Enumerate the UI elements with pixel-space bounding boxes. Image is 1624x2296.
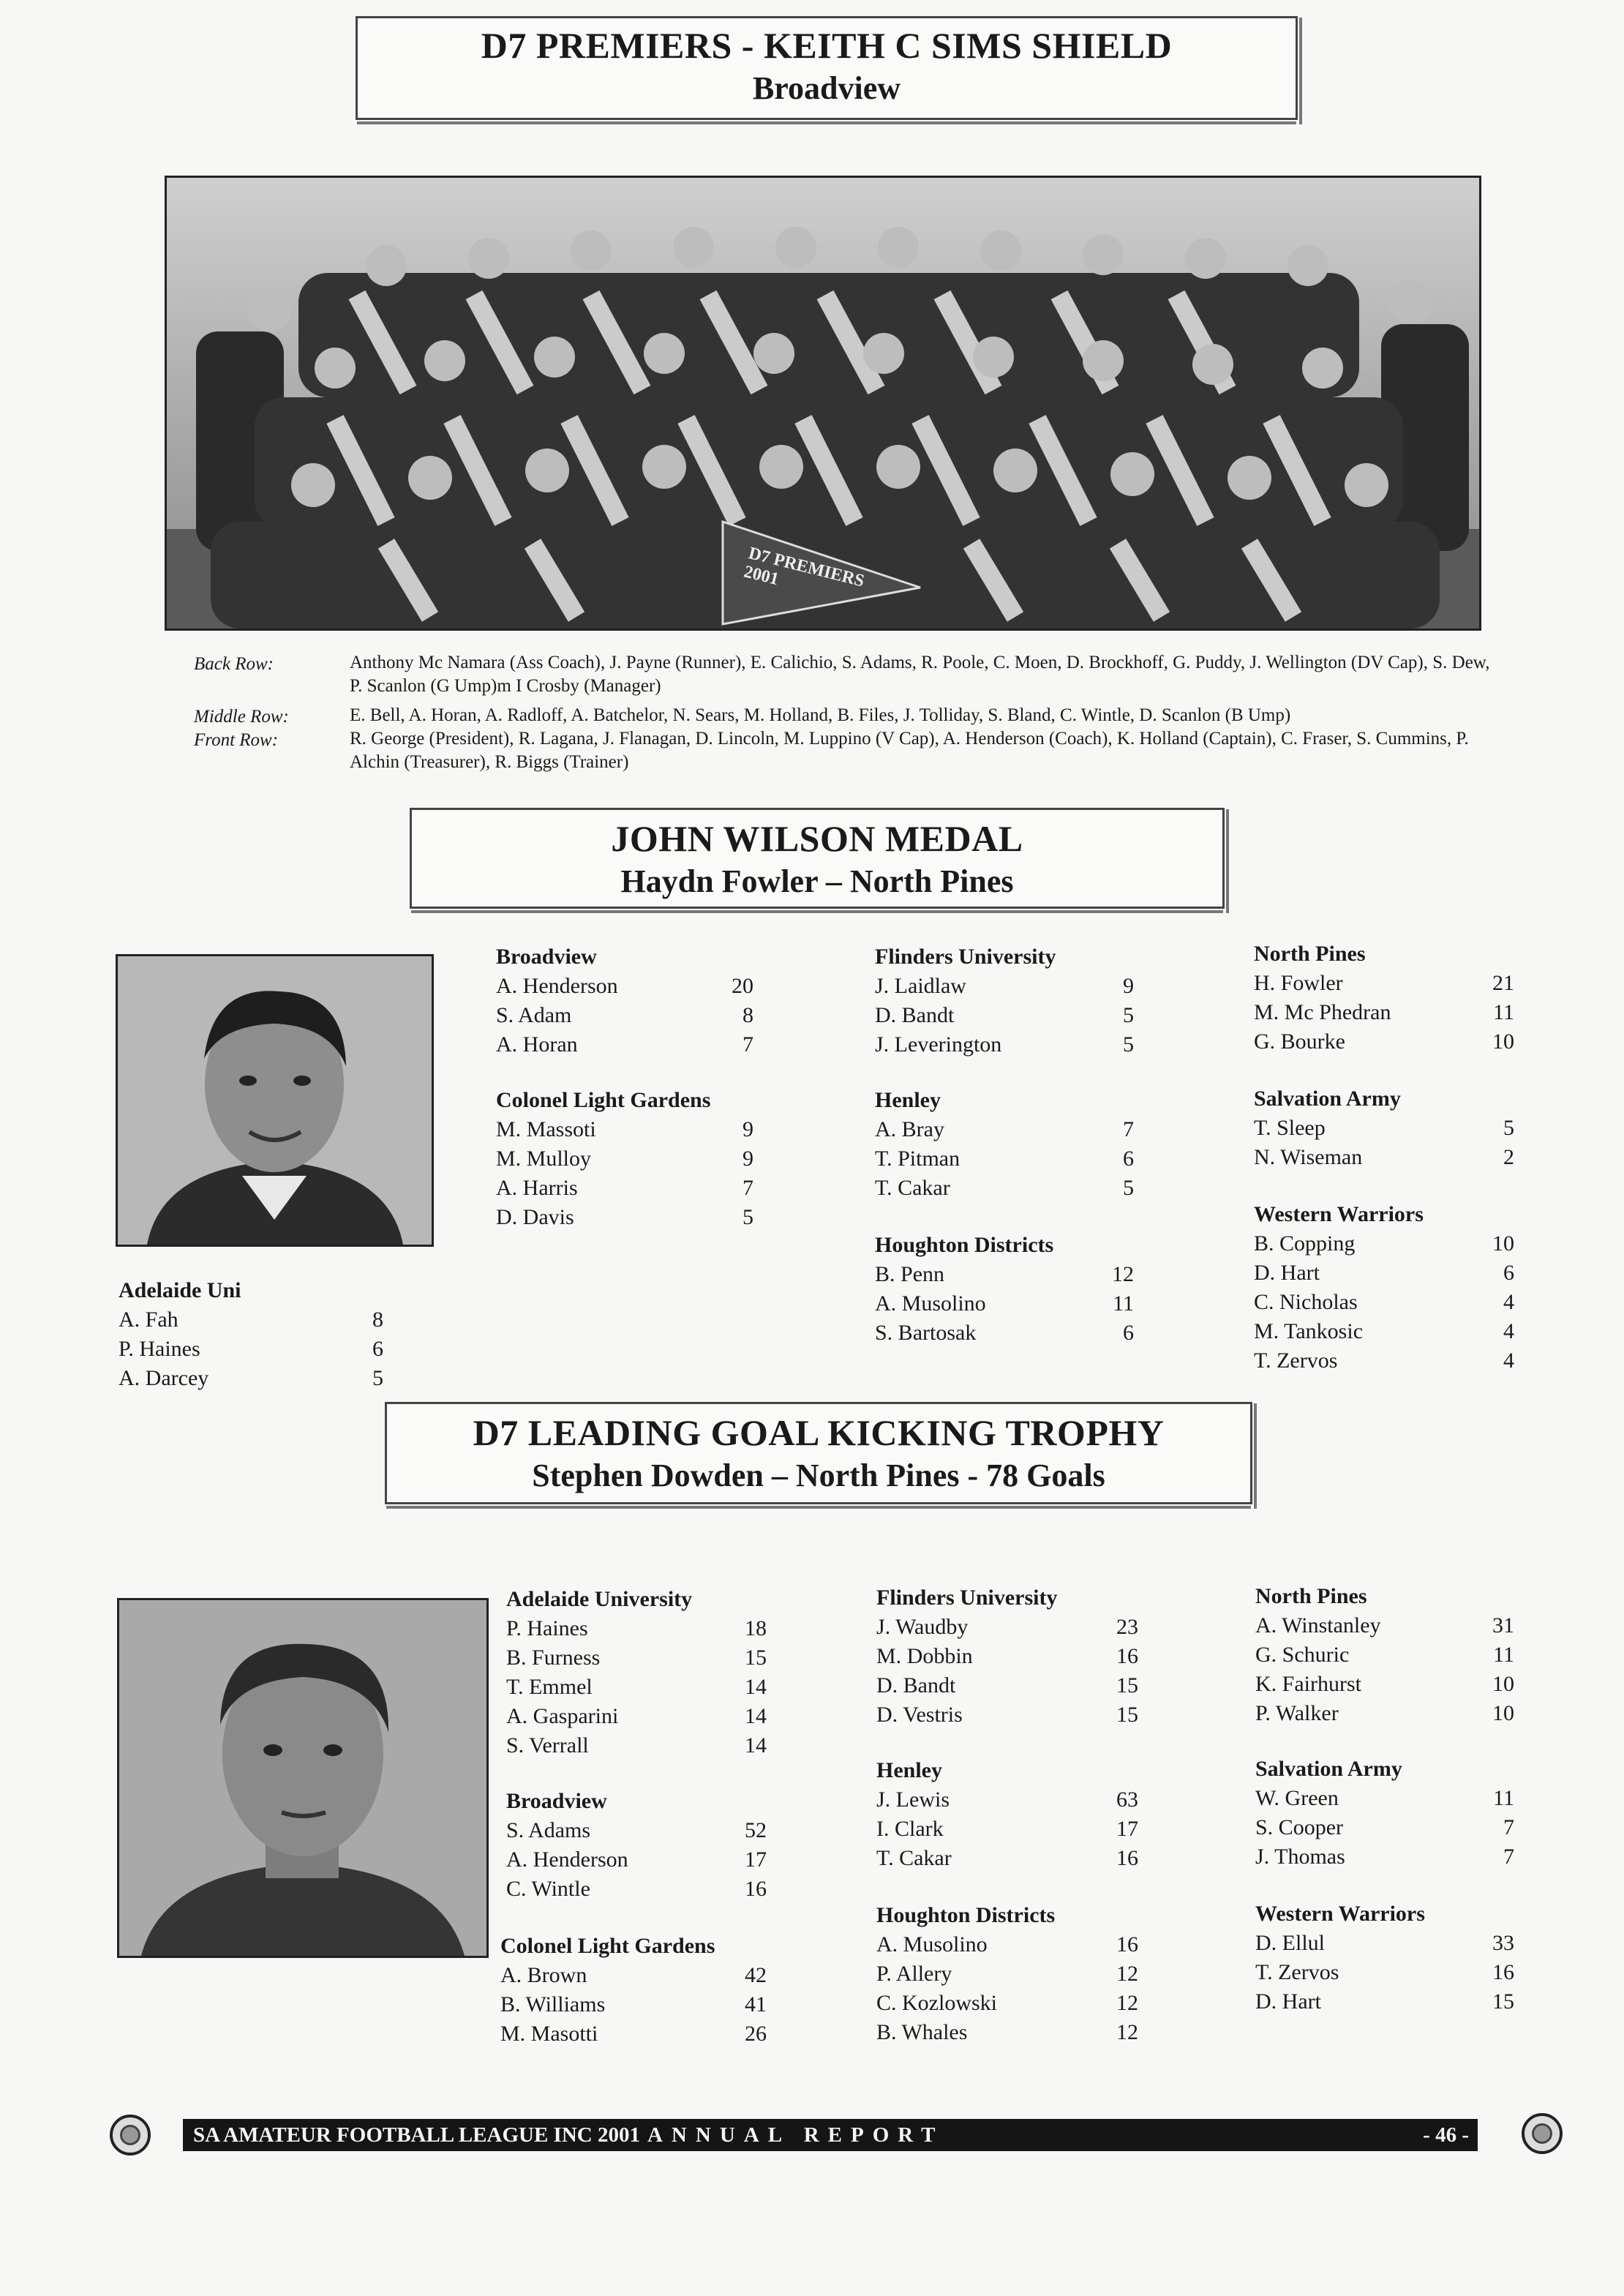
list-item: D. Ellul 33 [1255, 1931, 1514, 1955]
list-item: A. Musolino 11 [875, 1291, 1134, 1316]
list-item: C. Kozlowski 12 [876, 1991, 1138, 2015]
list-item: D. Davis 5 [496, 1205, 753, 1229]
list-item: I. Clark 17 [876, 1817, 1138, 1841]
goals-team-western-warriors: Western Warriors D. Ellul 33 T. Zervos 16 D. Hart 15 [1255, 1899, 1514, 2016]
list-item: J. Leverington 5 [875, 1032, 1134, 1057]
list-item: B. Penn 12 [875, 1262, 1134, 1286]
list-item: W. Green 11 [1255, 1786, 1514, 1810]
list-item: J. Laidlaw 9 [875, 974, 1134, 998]
list-item: T. Cakar 5 [875, 1176, 1134, 1200]
premiers-subtitle: Broadview [752, 70, 901, 106]
medal-team-salvation-army: Salvation Army T. Sleep 5 N. Wiseman 2 [1254, 1084, 1514, 1172]
list-item: N. Wiseman 2 [1254, 1145, 1514, 1169]
goals-team-houghton-districts: Houghton Districts A. Musolino 16 P. Allery 12 C. Kozlowski 12 B. Whales 12 [876, 1901, 1138, 2047]
goals-team-salvation-army: Salvation Army W. Green 11 S. Cooper 7 J. Thomas 7 [1255, 1755, 1514, 1872]
back-row-names: Anthony Mc Namara (Ass Coach), J. Payne (Runner), E. Calichio, S. Adams, R. Poole, C. Moen, D. Brockhoff, G. Puddy, J. Wellington (DV Cap), S. Dew, P. Scanlon (G Ump)m I Crosby (Manager) [350, 653, 1490, 696]
medal-title: JOHN WILSON MEDAL [611, 818, 1023, 859]
footer-annual-report: ANNUAL REPORT [647, 2123, 944, 2147]
goals-team-adelaide-university: Adelaide University P. Haines 18 B. Furness 15 T. Emmel 14 A. Gasparini 14 S. Verrall 14 [506, 1585, 767, 1760]
medal-team-houghton-districts: Houghton Districts B. Penn 12 A. Musolino 11 S. Bartosak 6 [875, 1231, 1134, 1348]
list-item: T. Zervos 4 [1254, 1348, 1514, 1373]
list-item: B. Whales 12 [876, 2020, 1138, 2044]
list-item: A. Harris 7 [496, 1176, 753, 1200]
list-item: A. Horan 7 [496, 1032, 753, 1057]
list-item: J. Thomas 7 [1255, 1845, 1514, 1869]
list-item: S. Verrall 14 [506, 1733, 767, 1757]
list-item: T. Cakar 16 [876, 1846, 1138, 1870]
list-item: B. Williams 41 [500, 1992, 767, 2016]
list-item: A. Bray 7 [875, 1117, 1134, 1141]
list-item: J. Lewis 63 [876, 1787, 1138, 1812]
list-item: C. Nicholas 4 [1254, 1290, 1514, 1314]
list-item: M. Dobbin 16 [876, 1644, 1138, 1668]
list-item: P. Walker 10 [1255, 1701, 1514, 1725]
list-item: M. Mc Phedran 11 [1254, 1000, 1514, 1024]
list-item: S. Adam 8 [496, 1003, 753, 1027]
list-item: P. Haines 6 [119, 1337, 383, 1361]
league-seal-icon [110, 2115, 151, 2156]
medal-team-henley: Henley A. Bray 7 T. Pitman 6 T. Cakar 5 [875, 1086, 1134, 1203]
goals-team-colonel-light-gardens: Colonel Light Gardens A. Brown 42 B. Williams 41 M. Masotti 26 [500, 1932, 767, 2049]
list-item: G. Schuric 11 [1255, 1643, 1514, 1667]
list-item: A. Darcey 5 [119, 1366, 383, 1390]
list-item: T. Zervos 16 [1255, 1960, 1514, 1984]
medal-team-flinders-university: Flinders University J. Laidlaw 9 D. Bandt 5 J. Leverington 5 [875, 942, 1134, 1059]
middle-row-names: E. Bell, A. Horan, A. Radloff, A. Batchelor, N. Sears, M. Holland, B. Files, J. Tolliday, S. Bland, C. Wintle, D. Scanlon (B Ump) [350, 705, 1291, 725]
list-item: D. Hart 15 [1255, 1989, 1514, 2014]
list-item: T. Pitman 6 [875, 1147, 1134, 1171]
front-row-names: R. George (President), R. Lagana, J. Flanagan, D. Lincoln, M. Luppino (V Cap), A. Henderson (Coach), K. Holland (Captain), C. Fraser, S. Cummins, P. Alchin (Treasurer), R. Biggs (Trainer) [350, 729, 1469, 772]
premiers-title: D7 PREMIERS - KEITH C SIMS SHIELD [481, 25, 1173, 66]
list-item: A. Henderson 17 [506, 1847, 767, 1872]
list-item: S. Bartosak 6 [875, 1321, 1134, 1345]
list-item: B. Copping 10 [1254, 1231, 1514, 1256]
list-item: D. Bandt 15 [876, 1673, 1138, 1697]
list-item: A. Brown 42 [500, 1963, 767, 1987]
medal-team-adelaide-uni: Adelaide Uni A. Fah 8 P. Haines 6 A. Darcey 5 [119, 1276, 383, 1393]
middle-row-label: Middle Row: [194, 707, 289, 727]
team-photo [165, 176, 1481, 631]
list-item: P. Allery 12 [876, 1962, 1138, 1986]
list-item: A. Henderson 20 [496, 974, 753, 998]
medal-team-western-warriors: Western Warriors B. Copping 10 D. Hart 6 C. Nicholas 4 M. Tankosic 4 T. Zervos 4 [1254, 1200, 1514, 1376]
list-item: A. Gasparini 14 [506, 1704, 767, 1728]
list-item: M. Masotti 26 [500, 2022, 767, 2046]
list-item: T. Sleep 5 [1254, 1116, 1514, 1140]
list-item: C. Wintle 16 [506, 1877, 767, 1901]
list-item: M. Tankosic 4 [1254, 1319, 1514, 1343]
list-item: D. Hart 6 [1254, 1261, 1514, 1285]
list-item: K. Fairhurst 10 [1255, 1672, 1514, 1696]
list-item: S. Cooper 7 [1255, 1815, 1514, 1839]
goals-team-flinders-university: Flinders University J. Waudby 23 M. Dobbin 16 D. Bandt 15 D. Vestris 15 [876, 1583, 1138, 1730]
pennant-text: D7 PREMIERS 2001 [742, 544, 867, 591]
list-item: A. Musolino 16 [876, 1932, 1138, 1957]
goals-title: D7 LEADING GOAL KICKING TROPHY [473, 1412, 1165, 1453]
goals-title-box [385, 1402, 1252, 1504]
footer-league: SA AMATEUR FOOTBALL LEAGUE INC 2001 [193, 2123, 640, 2147]
team-photo-illustration [167, 178, 1479, 629]
medal-title-box [410, 808, 1225, 909]
medal-team-colonel-light-gardens: Colonel Light Gardens M. Massoti 9 M. Mulloy 9 A. Harris 7 D. Davis 5 [496, 1086, 753, 1232]
list-item: D. Vestris 15 [876, 1703, 1138, 1727]
goals-team-north-pines: North Pines A. Winstanley 31 G. Schuric 11 K. Fairhurst 10 P. Walker 10 [1255, 1582, 1514, 1728]
back-row-label: Back Row: [194, 654, 274, 674]
medal-team-broadview: Broadview A. Henderson 20 S. Adam 8 A. Horan 7 [496, 942, 753, 1059]
goals-team-henley: Henley J. Lewis 63 I. Clark 17 T. Cakar 16 [876, 1756, 1138, 1873]
list-item: J. Waudby 23 [876, 1615, 1138, 1639]
list-item: A. Fah 8 [119, 1308, 383, 1332]
list-item: M. Massoti 9 [496, 1117, 753, 1141]
list-item: P. Haines 18 [506, 1616, 767, 1640]
page-number: - 46 - [1423, 2123, 1469, 2147]
list-item: S. Adams 52 [506, 1818, 767, 1842]
medal-team-north-pines: North Pines H. Fowler 21 M. Mc Phedran 11 G. Bourke 10 [1254, 939, 1514, 1057]
goal-kicker-portrait [117, 1598, 489, 1958]
medal-subtitle: Haydn Fowler – North Pines [620, 863, 1014, 899]
list-item: M. Mulloy 9 [496, 1147, 753, 1171]
league-seal-icon-right [1522, 2113, 1563, 2154]
list-item: T. Emmel 14 [506, 1675, 767, 1699]
list-item: H. Fowler 21 [1254, 971, 1514, 995]
medal-winner-portrait [116, 954, 434, 1247]
footer-bar [183, 2119, 1478, 2151]
list-item: A. Winstanley 31 [1255, 1613, 1514, 1637]
goals-team-broadview: Broadview S. Adams 52 A. Henderson 17 C. Wintle 16 [506, 1787, 767, 1904]
goals-subtitle: Stephen Dowden – North Pines - 78 Goals [532, 1457, 1105, 1493]
front-row-label: Front Row: [194, 730, 279, 750]
list-item: G. Bourke 10 [1254, 1029, 1514, 1054]
premiers-title-box [356, 16, 1298, 120]
list-item: D. Bandt 5 [875, 1003, 1134, 1027]
list-item: B. Furness 15 [506, 1646, 767, 1670]
